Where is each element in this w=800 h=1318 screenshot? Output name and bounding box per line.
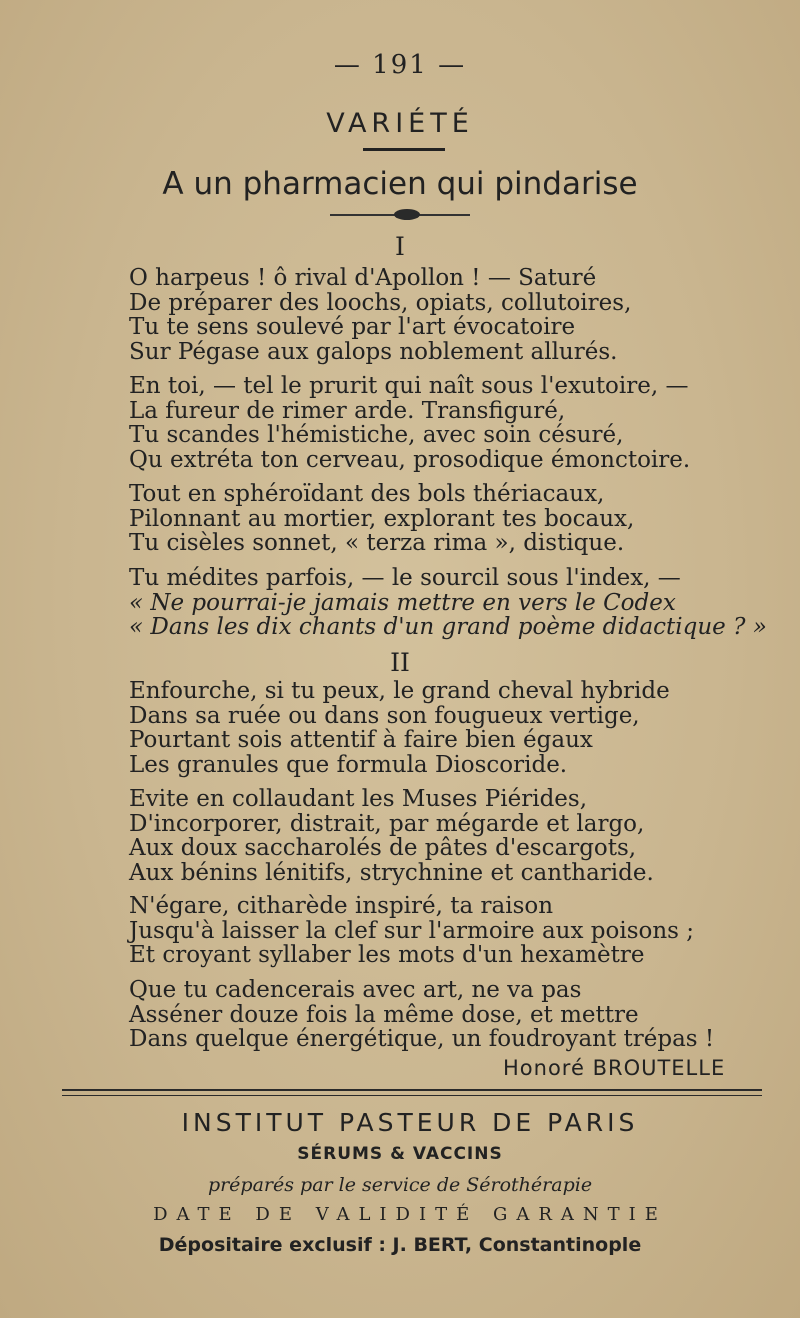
verse-line: Que tu cadencerais avec art, ne va pas bbox=[129, 977, 582, 1003]
verse-line: Tu te sens soulevé par l'art évocatoire bbox=[129, 314, 576, 341]
verse-line: N'égare, citharède inspiré, ta raison bbox=[129, 893, 554, 919]
verse-line: Qu extréta ton cerveau, prosodique émonctoire. bbox=[129, 446, 691, 473]
verse-line: Enfourche, si tu peux, le grand cheval hybride bbox=[129, 678, 670, 704]
author-signature: Honoré BROUTELLE bbox=[503, 1056, 726, 1080]
title-rule bbox=[363, 148, 445, 151]
verse-line: Tu scandes l'hémistiche, avec soin césuré, bbox=[129, 422, 624, 449]
verse-line: En toi, — tel le prurit qui naît sous l'exutoire, — bbox=[129, 373, 689, 399]
ad-prepared-by: préparés par le service de Sérothérapie bbox=[207, 1174, 593, 1196]
ad-guarantee: DATE DE VALIDITÉ GARANTIE bbox=[153, 1204, 667, 1225]
divider-thick bbox=[62, 1089, 762, 1091]
verse-line: D'incorporer, distrait, par mégarde et largo, bbox=[129, 810, 645, 837]
ad-institute-name: INSTITUT PASTEUR DE PARIS bbox=[181, 1108, 639, 1137]
page-number: — 191 — bbox=[333, 50, 467, 80]
stanza-5 bbox=[129, 679, 670, 777]
verse-line: Et croyant syllaber les mots d'un hexamètre bbox=[129, 942, 645, 969]
stanza-2 bbox=[129, 374, 690, 472]
ornament-center bbox=[394, 209, 420, 220]
stanza-7 bbox=[129, 894, 694, 968]
ad-distributor: Dépositaire exclusif : J. BERT, Constantinople bbox=[158, 1234, 642, 1256]
verse-line: Tu cisèles sonnet, « terza rima », distique. bbox=[129, 530, 625, 557]
verse-line: Sur Pégase aux galops noblement allurés. bbox=[129, 338, 618, 365]
verse-line: Asséner douze fois la même dose, et mettre bbox=[129, 1001, 639, 1028]
part-label-i: I bbox=[395, 232, 405, 261]
stanza-8 bbox=[129, 978, 714, 1052]
section-title: VARIÉTÉ bbox=[326, 108, 474, 139]
verse-line: La fureur de rimer arde. Transfiguré, bbox=[129, 397, 566, 424]
part-label-ii: II bbox=[390, 648, 410, 677]
stanza-4 bbox=[129, 566, 767, 640]
verse-line: Tout en sphéroïdant des bols thériacaux, bbox=[129, 481, 605, 507]
verse-line: O harpeus ! ô rival d'Apollon ! — Saturé bbox=[129, 265, 597, 291]
verse-line: Aux bénins lénitifs, strychnine et cantharide. bbox=[129, 859, 654, 886]
stanza-1 bbox=[129, 266, 631, 364]
verse-line: Pourtant sois attentif à faire bien égaux bbox=[129, 727, 593, 754]
verse-line: Dans quelque énergétique, un foudroyant trépas ! bbox=[129, 1026, 715, 1053]
divider-thin bbox=[62, 1095, 762, 1096]
verse-line: « Dans les dix chants d'un grand poème didactique ? » bbox=[129, 614, 767, 641]
stanza-6 bbox=[129, 787, 654, 885]
poem-title: A un pharmacien qui pindarise bbox=[162, 166, 638, 202]
verse-line: De préparer des loochs, opiats, collutoires, bbox=[129, 289, 632, 316]
verse-line: Jusqu'à laisser la clef sur l'armoire aux poisons ; bbox=[129, 917, 695, 944]
verse-line: Aux doux saccharolés de pâtes d'escargots, bbox=[129, 835, 637, 862]
verse-line: Evite en collaudant les Muses Piérides, bbox=[129, 786, 588, 812]
verse-line: « Ne pourrai-je jamais mettre en vers le Codex bbox=[129, 589, 676, 616]
verse-line: Les granules que formula Dioscoride. bbox=[129, 751, 568, 778]
stanza-3 bbox=[129, 482, 634, 556]
verse-line: Tu médites parfois, — le sourcil sous l'index, — bbox=[129, 565, 681, 591]
ad-products: SÉRUMS & VACCINS bbox=[297, 1144, 503, 1164]
verse-line: Pilonnant au mortier, explorant tes bocaux, bbox=[129, 505, 635, 532]
verse-line: Dans sa ruée ou dans son fougueux vertige, bbox=[129, 702, 640, 729]
